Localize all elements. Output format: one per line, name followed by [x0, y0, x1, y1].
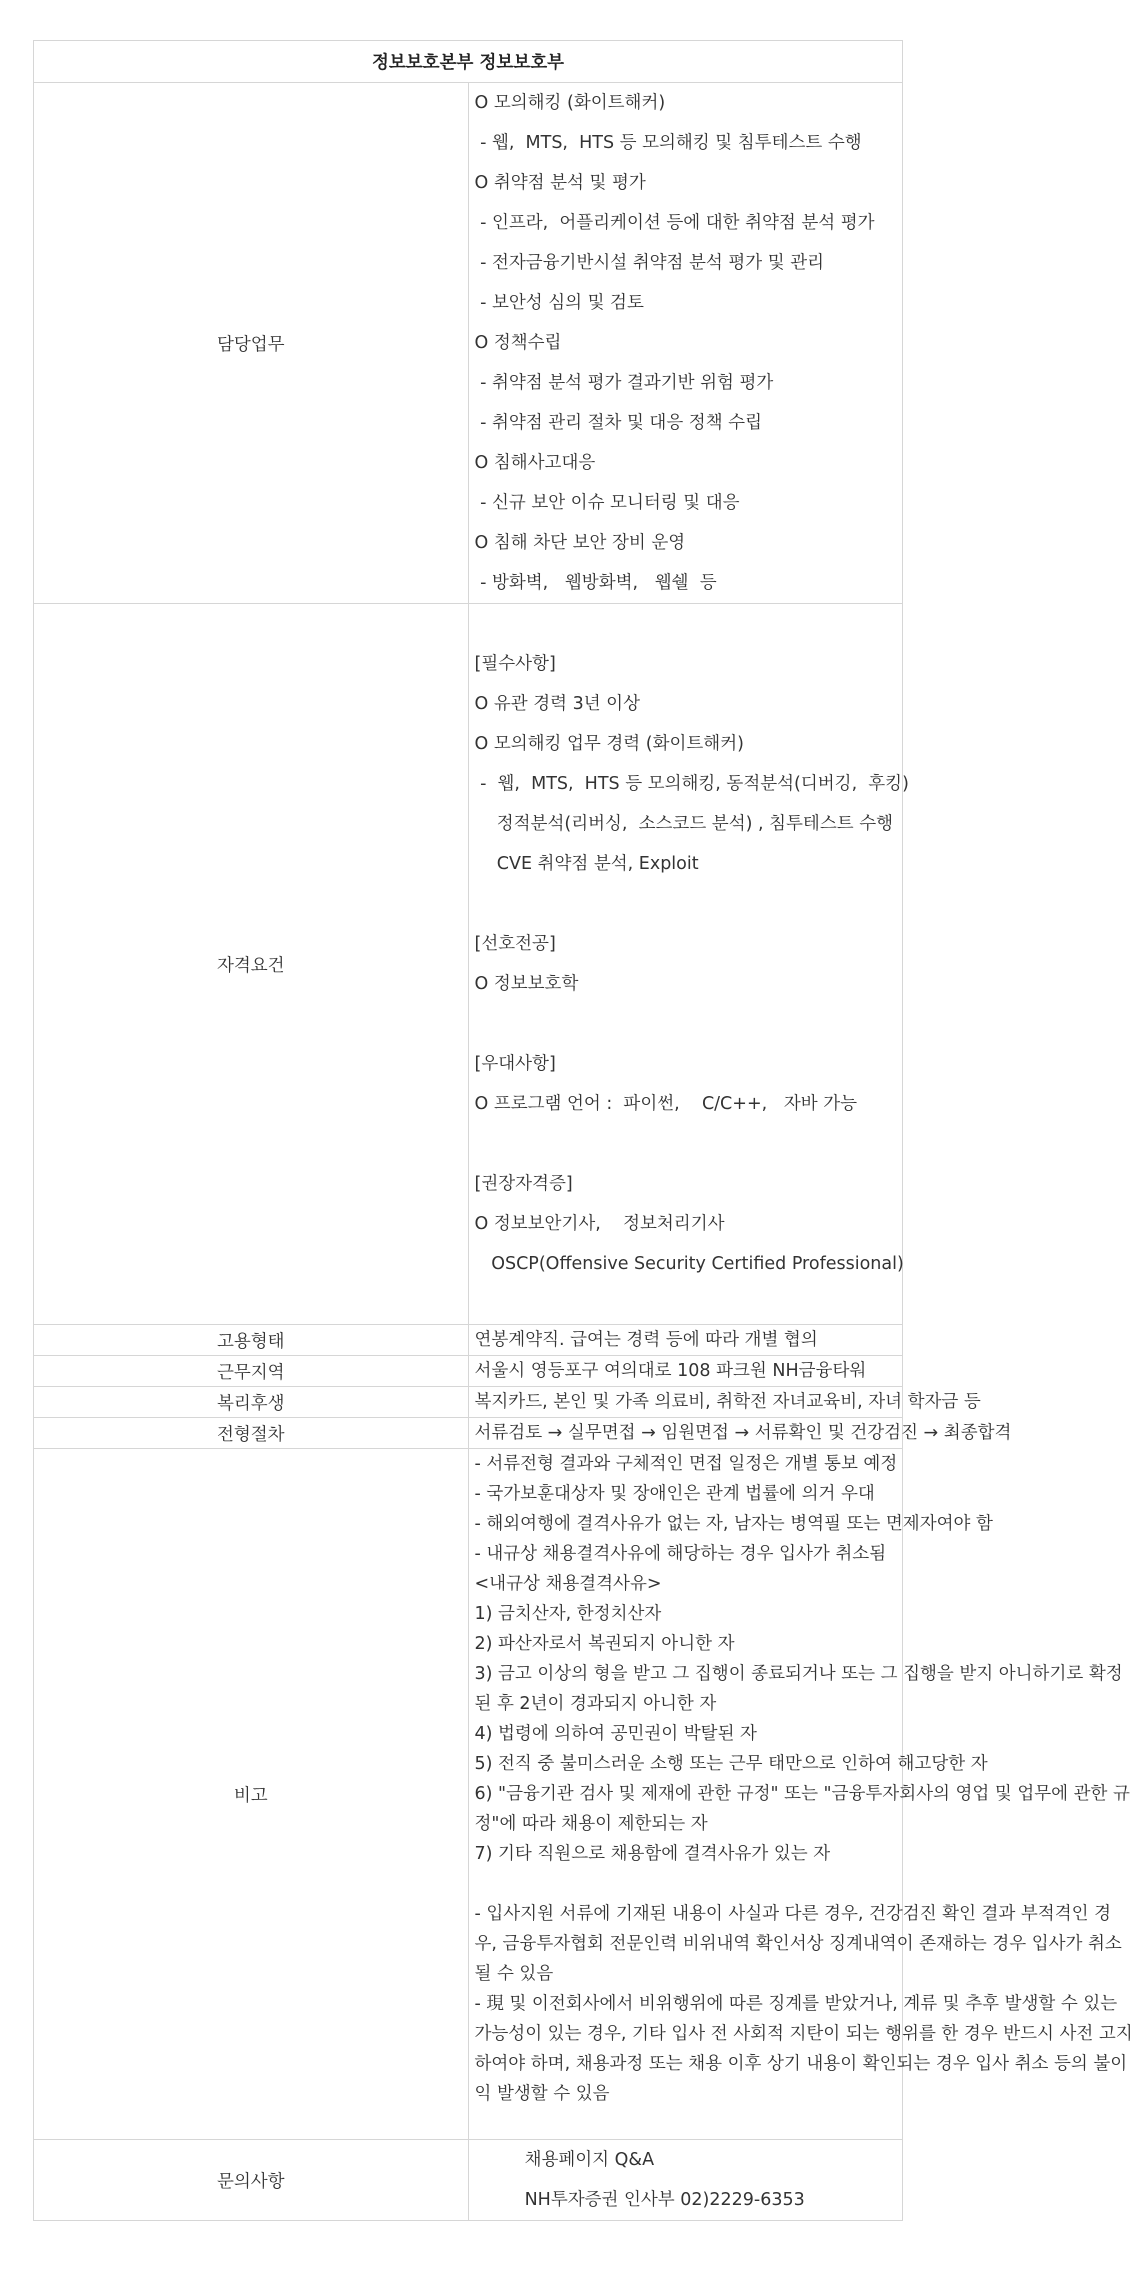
remarks-line — [475, 1869, 903, 1899]
remarks-line: 3) 금고 이상의 형을 받고 그 집행이 종료되거나 또는 그 집행을 받지 아니하기로 확정 — [474, 1664, 1123, 1684]
remarks-line: 2) 파산자로서 복권되지 아니한 자 — [474, 1634, 735, 1654]
contact-line: 채용페이지 Q&A — [474, 2150, 655, 2170]
duties-line: - 취약점 관리 절차 및 대응 정책 수립 — [474, 413, 762, 433]
qualifications-line: [우대사항] — [474, 1054, 556, 1074]
remarks-line: - 내규상 채용결격사유에 해당하는 경우 입사가 취소됨 — [474, 1544, 887, 1564]
remarks-line: 4) 법령에 의하여 공민권이 박탈된 자 — [474, 1724, 757, 1744]
employment-row — [34, 1325, 903, 1356]
department-title: 정보보호본부 정보보호부 — [34, 41, 903, 83]
qualifications-line — [475, 604, 903, 644]
qualifications-line: OSCP(Offensive Security Certified Professional) — [474, 1254, 904, 1274]
qualifications-line: [권장자격증] — [474, 1174, 573, 1194]
qualifications-line: [필수사항] — [474, 654, 556, 674]
employment-value: 연봉계약직. 급여는 경력 등에 따라 개별 협의 — [468, 1325, 903, 1356]
remarks-content — [468, 1449, 1133, 2140]
remarks-line: 정"에 따라 채용이 제한되는 자 — [474, 1814, 708, 1834]
duties-label: 담당업무 — [34, 83, 469, 604]
location-row — [34, 1356, 903, 1387]
qualifications-line: O 정보보안기사, 정보처리기사 — [474, 1214, 725, 1234]
remarks-line: 6) "금융기관 검사 및 제재에 관한 규정" 또는 "금융투자회사의 영업 및 업무에 관한 규 — [474, 1784, 1130, 1804]
duties-line: O 모의해킹 (화이트해커) — [474, 93, 666, 113]
remarks-line: 우, 금융투자협회 전문인력 비위내역 확인서상 징계내역이 존재하는 경우 입사가 취소 — [474, 1934, 1122, 1954]
process-value: 서류검토 → 실무면접 → 임원면접 → 서류확인 및 건강검진 → 최종합격 — [468, 1418, 903, 1449]
benefits-value: 복지카드, 본인 및 가족 의료비, 취학전 자녀교육비, 자녀 학자금 등 — [468, 1387, 903, 1418]
qualifications-line: O 정보보호학 — [474, 974, 579, 994]
duties-line: - 웹, MTS, HTS 등 모의해킹 및 침투테스트 수행 — [474, 133, 862, 153]
remarks-line: 익 발생할 수 있음 — [474, 2084, 610, 2104]
qualifications-line — [475, 1124, 903, 1164]
process-label: 전형절차 — [34, 1418, 469, 1449]
remarks-label: 비고 — [34, 1449, 469, 2140]
duties-line: - 신규 보안 이슈 모니터링 및 대응 — [474, 493, 740, 513]
qualifications-line: O 프로그램 언어 : 파이썬, C/C++, 자바 가능 — [474, 1094, 858, 1114]
duties-line: O 침해사고대응 — [474, 453, 596, 473]
qualifications-line: - 웹, MTS, HTS 등 모의해킹, 동적분석(디버깅, 후킹) — [474, 774, 909, 794]
qualifications-content — [468, 604, 909, 1325]
contact-line: NH투자증권 인사부 02)2229-6353 — [474, 2190, 805, 2210]
qualifications-line — [475, 1004, 903, 1044]
duties-line: - 취약점 분석 평가 결과기반 위험 평가 — [474, 373, 774, 393]
remarks-line: 1) 금치산자, 한정치산자 — [474, 1604, 662, 1624]
qualifications-line — [475, 1284, 903, 1324]
qualifications-line — [475, 884, 903, 924]
location-label: 근무지역 — [34, 1356, 469, 1387]
duties-line: - 보안성 심의 및 검토 — [474, 293, 644, 313]
contact-row — [34, 2140, 903, 2221]
remarks-row — [34, 1449, 903, 2140]
remarks-line: - 국가보훈대상자 및 장애인은 관계 법률에 의거 우대 — [474, 1484, 875, 1504]
remarks-line: 가능성이 있는 경우, 기타 입사 전 사회적 지탄이 되는 행위를 한 경우 반드시 사전 고지 — [474, 2024, 1133, 2044]
remarks-line: 5) 전직 중 불미스러운 소행 또는 근무 태만으로 인하여 해고당한 자 — [474, 1754, 988, 1774]
remarks-line: 하여야 하며, 채용과정 또는 채용 이후 상기 내용이 확인되는 경우 입사 취소 등의 불이 — [474, 2054, 1128, 2074]
contact-label: 문의사항 — [34, 2140, 469, 2221]
qualifications-line: [선호전공] — [474, 934, 556, 954]
remarks-line: 된 후 2년이 경과되지 아니한 자 — [474, 1694, 717, 1714]
benefits-row — [34, 1387, 903, 1418]
duties-line: - 인프라, 어플리케이션 등에 대한 취약점 분석 평가 — [474, 213, 875, 233]
duties-row — [34, 83, 903, 604]
remarks-line: 될 수 있음 — [474, 1964, 554, 1984]
location-value: 서울시 영등포구 여의대로 108 파크원 NH금융타워 — [468, 1356, 903, 1387]
benefits-label: 복리후생 — [34, 1387, 469, 1418]
qualifications-line: CVE 취약점 분석, Exploit — [474, 854, 699, 874]
duties-line: O 취약점 분석 및 평가 — [474, 173, 646, 193]
remarks-line: - 입사지원 서류에 기재된 내용이 사실과 다른 경우, 건강검진 확인 결과 부적격인 경 — [474, 1904, 1111, 1924]
remarks-spacer — [475, 2109, 903, 2139]
remarks-line: - 해외여행에 결격사유가 없는 자, 남자는 병역필 또는 면제자여야 함 — [474, 1514, 993, 1534]
duties-line: - 방화벽, 웹방화벽, 웹쉘 등 — [474, 573, 717, 593]
header-row — [34, 41, 903, 83]
qualifications-label: 자격요건 — [34, 604, 469, 1325]
contact-content — [468, 2140, 903, 2221]
duties-content — [468, 83, 903, 604]
remarks-line: 7) 기타 직원으로 채용함에 결격사유가 있는 자 — [474, 1844, 831, 1864]
remarks-line: <내규상 채용결격사유> — [474, 1574, 662, 1594]
qualifications-line: O 유관 경력 3년 이상 — [474, 694, 640, 714]
qualifications-line: 정적분석(리버싱, 소스코드 분석) , 침투테스트 수행 — [474, 814, 894, 834]
process-row — [34, 1418, 903, 1449]
duties-line: O 정책수립 — [474, 333, 562, 353]
remarks-line: - 現 및 이전회사에서 비위행위에 따른 징계를 받았거나, 계류 및 추후 발생할 수 있는 — [474, 1994, 1118, 2014]
duties-line: - 전자금융기반시설 취약점 분석 평가 및 관리 — [474, 253, 825, 273]
job-detail-table — [33, 40, 1133, 2221]
duties-line: O 침해 차단 보안 장비 운영 — [474, 533, 686, 553]
employment-label: 고용형태 — [34, 1325, 469, 1356]
job-posting — [33, 40, 1133, 2221]
remarks-line: - 서류전형 결과와 구체적인 면접 일정은 개별 통보 예정 — [474, 1454, 898, 1474]
qualifications-line: O 모의해킹 업무 경력 (화이트해커) — [474, 734, 744, 754]
qualifications-row — [34, 604, 903, 1325]
